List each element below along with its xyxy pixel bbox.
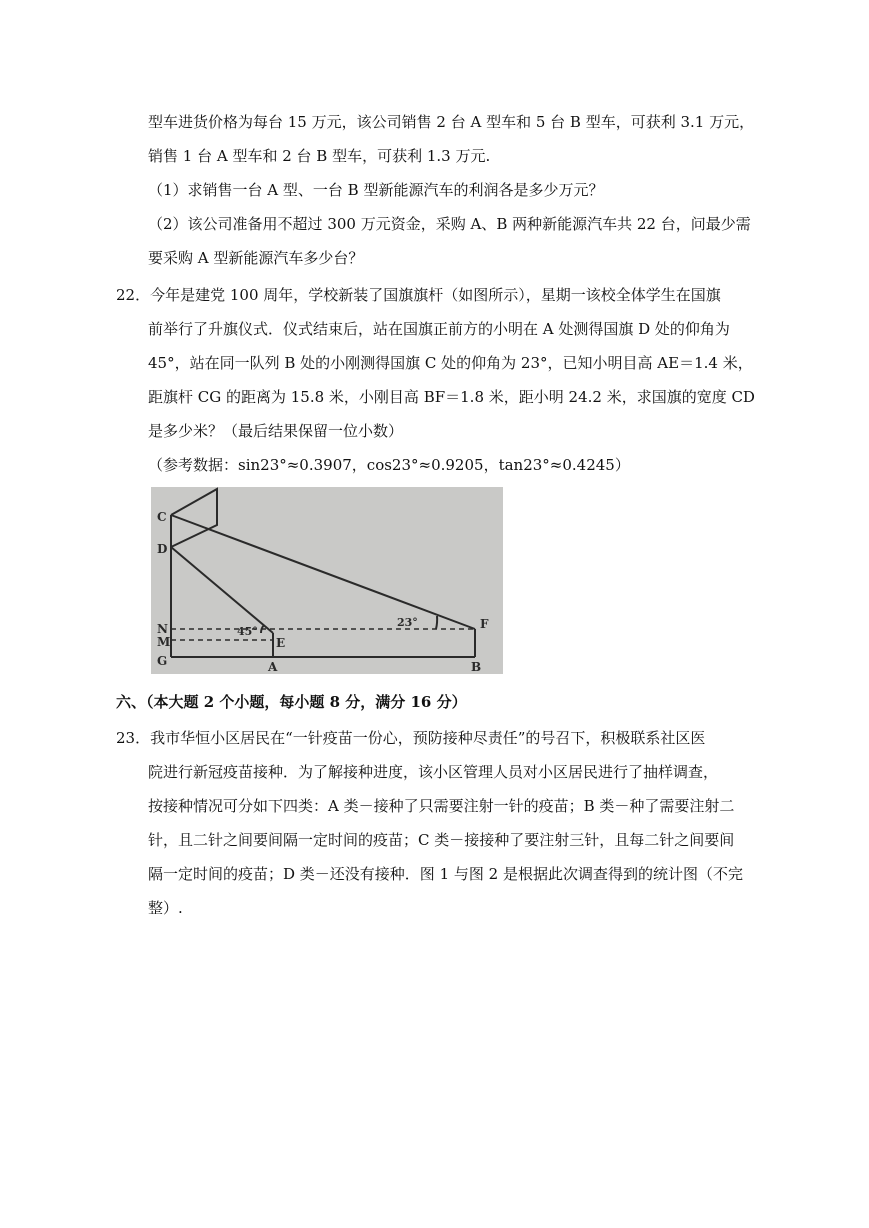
- flagpole-diagram: [151, 487, 503, 674]
- sight-line-FC: [171, 515, 475, 629]
- text-line: 型车进货价格为每台 15 万元，该公司销售 2 台 A 型车和 5 台 B 型车，可获利 3.1 万元，: [148, 113, 755, 131]
- text-line: 隔一定时间的疫苗；D 类－还没有接种．图 1 与图 2 是根据此次调查得到的统计图（不完: [148, 865, 743, 883]
- text-line: 针，且二针之间要间隔一定时间的疫苗；C 类－接接种了要注射三针，且每二针之间要间: [148, 831, 735, 849]
- angle-45-label: 45°: [237, 625, 258, 638]
- text-line: 销售 1 台 A 型车和 2 台 B 型车，可获利 1.3 万元.: [148, 147, 491, 165]
- sight-line-ED: [171, 547, 273, 633]
- reference-data: （参考数据：sin23°≈0.3907，cos23°≈0.9205，tan23°≈0.4245）: [148, 456, 630, 474]
- text-line: 整）.: [148, 899, 183, 917]
- label-M: M: [157, 635, 171, 649]
- label-C: C: [157, 510, 167, 524]
- section-heading: 六、（本大题 2 个小题，每小题 8 分，满分 16 分）: [116, 693, 467, 711]
- label-D: D: [157, 542, 168, 556]
- text-line: 45°，站在同一队列 B 处的小刚测得国旗 C 处的仰角为 23°，已知小明目高 AE＝1.4 米，: [148, 354, 753, 372]
- angle-23-label: 23°: [397, 616, 418, 629]
- label-G: G: [157, 654, 168, 668]
- text-line: （1）求销售一台 A 型、一台 B 型新能源汽车的利润各是多少万元？: [148, 181, 604, 199]
- angle-23-arc: [436, 616, 437, 629]
- text-line: 前举行了升旗仪式．仪式结束后，站在国旗正前方的小明在 A 处测得国旗 D 处的仰角为: [148, 320, 730, 338]
- text-line: 院进行新冠疫苗接种．为了解接种进度，该小区管理人员对小区居民进行了抽样调查，: [148, 763, 719, 781]
- text-line: 按接种情况可分如下四类：A 类－接种了只需要注射一针的疫苗；B 类－种了需要注射二: [148, 797, 735, 815]
- question-line: 23．我市华恒小区居民在“一针疫苗一份心，预防接种尽责任”的号召下，积极联系社区医: [116, 729, 706, 747]
- label-N: N: [157, 622, 168, 636]
- label-E: E: [276, 636, 286, 650]
- text-line: 要采购 A 型新能源汽车多少台？: [148, 249, 364, 267]
- label-F: F: [480, 617, 489, 631]
- label-B: B: [471, 660, 482, 674]
- question-line: 22．今年是建党 100 周年，学校新装了国旗旗杆（如图所示），星期一该校全体学生在国旗: [116, 286, 721, 304]
- text-line: 是多少米？（最后结果保留一位小数）: [148, 422, 404, 440]
- text-line: 距旗杆 CG 的距离为 15.8 米，小刚目高 BF＝1.8 米，距小明 24.2 米，求国旗的宽度 CD: [148, 388, 755, 406]
- label-A: A: [268, 660, 278, 674]
- text-line: （2）该公司准备用不超过 300 万元资金，采购 A、B 两种新能源汽车共 22 台，问最少需: [148, 215, 751, 233]
